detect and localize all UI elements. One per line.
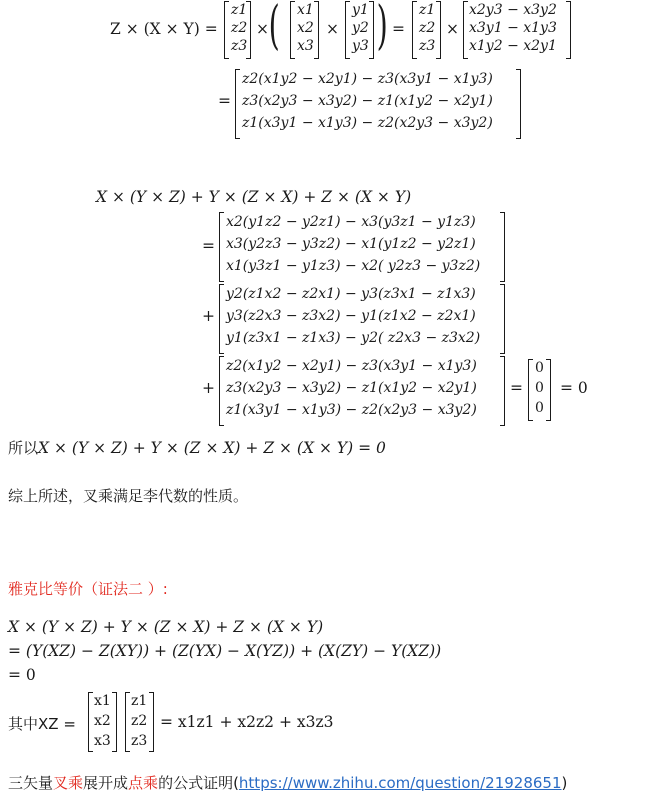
matrix-cell: x1y2 − x2y1 <box>469 38 557 54</box>
proof-line-3: = 0 <box>8 666 36 684</box>
summary-text: 综上所述，叉乘满足李代数的性质。 <box>8 487 249 505</box>
matrix-cell: y2(z1x2 − z2x1) − y3(z3x1 − z1x3) <box>226 286 476 302</box>
matrix-cell: z3 <box>231 38 248 54</box>
conclusion-line <box>8 437 386 458</box>
matrix-cell: x1(y3z1 − y1z3) − x2( y2z3 − y3z2) <box>226 258 481 274</box>
plus-symbol: + <box>202 379 215 397</box>
times-symbol: × <box>256 20 269 38</box>
bracket-left <box>345 1 350 59</box>
matrix-cell: y3(z2x3 − z3x2) − y1(z1x2 − z2x1) <box>226 308 476 324</box>
bracket-left <box>219 356 224 426</box>
matrix-cell: y1 <box>352 2 369 18</box>
matrix-cell: z3(x2y3 − x3y2) − z1(x1y2 − x2y1) <box>242 93 493 109</box>
bracket-right <box>149 692 154 752</box>
matrix-cell: y1(z3x1 − z1x3) − y2( z2x3 − z3x2) <box>226 330 481 346</box>
xz-prefix-text: 其中XZ = <box>8 715 76 733</box>
matrix-cell: z2(x1y2 − x2y1) − z3(x3y1 − x1y3) <box>242 71 493 87</box>
paren-right: ) <box>376 0 388 56</box>
bracket-right <box>500 212 505 282</box>
bracket-left <box>528 359 533 421</box>
matrix-cell: z2(x1y2 − x2y1) − z3(x3y1 − x1y3) <box>226 358 477 374</box>
bracket-right <box>546 359 551 421</box>
matrix-cell: x2(y1z2 − y2z1) − x3(y3z1 − y1z3) <box>226 214 476 230</box>
matrix-cell: x1 <box>94 693 111 709</box>
matrix-cell: z2 <box>131 713 148 729</box>
zhihu-link[interactable]: https://www.zhihu.com/question/21928651 <box>238 774 562 792</box>
matrix-cell: z3(x2y3 − x3y2) − z1(x1y2 − x2y1) <box>226 380 477 396</box>
matrix-cell: 0 <box>535 380 544 396</box>
matrix-cell: z2 <box>419 20 436 36</box>
bracket-right <box>314 1 319 59</box>
bracket-left <box>412 1 417 59</box>
proof-line-1: X × (Y × Z) + Y × (Z × X) + Z × (X × Y) <box>8 618 324 636</box>
bracket-right <box>500 284 505 354</box>
bracket-right <box>566 1 571 59</box>
footer-text: 展开成 <box>83 774 129 792</box>
bracket-left <box>290 1 295 59</box>
matrix-cell: z1(x3y1 − x1y3) − z2(x2y3 − x3y2) <box>226 402 477 418</box>
paren-left: ( <box>268 0 280 56</box>
matrix-cell: z1 <box>419 2 436 18</box>
bracket-right <box>500 356 505 426</box>
matrix-cell: z2 <box>231 20 248 36</box>
bracket-left <box>125 692 130 752</box>
footer-highlight: 点乘 <box>128 774 159 792</box>
matrix-cell: z1 <box>231 2 248 18</box>
xz-prefix <box>8 713 76 734</box>
bracket-left <box>235 69 240 139</box>
conclusion-prefix: 所以 <box>8 439 39 457</box>
bracket-right <box>112 692 117 752</box>
matrix-cell: z3 <box>419 38 436 54</box>
proof-line-2: = (Y(XZ) − Z(XY)) + (Z(YX) − X(YZ)) + (X(ZY) − Y(XZ)) <box>8 642 442 660</box>
matrix-cell: x2y3 − x3y2 <box>469 2 557 18</box>
footer-line <box>8 772 567 793</box>
times-symbol: × <box>446 20 459 38</box>
matrix-cell: x3 <box>94 733 111 749</box>
bracket-right <box>369 1 374 59</box>
bracket-right <box>246 1 251 59</box>
matrix-cell: x3 <box>297 38 314 54</box>
block2-lhs: X × (Y × Z) + Y × (Z × X) + Z × (X × Y) <box>96 188 412 206</box>
matrix-cell: 0 <box>535 360 544 376</box>
equals-symbol: = <box>392 20 405 38</box>
times-symbol: × <box>326 20 339 38</box>
bracket-right <box>516 69 521 139</box>
plus-symbol: + <box>202 307 215 325</box>
bracket-left <box>224 1 229 59</box>
equals-symbol: = <box>218 92 231 110</box>
footer-highlight: 叉乘 <box>53 774 84 792</box>
bracket-left <box>219 212 224 282</box>
bracket-left <box>88 692 93 752</box>
section-heading: 雅克比等价（证法二 ）: <box>8 580 168 598</box>
matrix-cell: x2 <box>94 713 111 729</box>
bracket-right <box>436 1 441 59</box>
conclusion-math: X × (Y × Z) + Y × (Z × X) + Z × (X × Y) = 0 <box>38 439 386 457</box>
matrix-cell: x2 <box>297 20 314 36</box>
bracket-left <box>219 284 224 354</box>
matrix-cell: z1 <box>131 693 148 709</box>
block1-lhs: Z × (X × Y) = <box>110 20 218 38</box>
equals-symbol: = <box>510 379 523 397</box>
xz-rhs: = x1z1 + x2z2 + x3z3 <box>160 713 334 731</box>
footer-text: 的公式证明( <box>158 774 239 792</box>
matrix-cell: x3(y2z3 − y3z2) − x1(y1z2 − y2z1) <box>226 236 476 252</box>
equals-symbol: = <box>202 237 215 255</box>
bracket-left <box>463 1 468 59</box>
footer-text: ) <box>561 774 568 792</box>
matrix-cell: y2 <box>352 20 369 36</box>
matrix-cell: 0 <box>535 400 544 416</box>
matrix-cell: z1(x3y1 − x1y3) − z2(x2y3 − x3y2) <box>242 115 493 131</box>
equals-zero: = 0 <box>560 379 588 397</box>
matrix-cell: z3 <box>131 733 148 749</box>
matrix-cell: x3y1 − x1y3 <box>469 20 557 36</box>
footer-text: 三矢量 <box>8 774 54 792</box>
matrix-cell: x1 <box>297 2 314 18</box>
matrix-cell: y3 <box>352 38 369 54</box>
